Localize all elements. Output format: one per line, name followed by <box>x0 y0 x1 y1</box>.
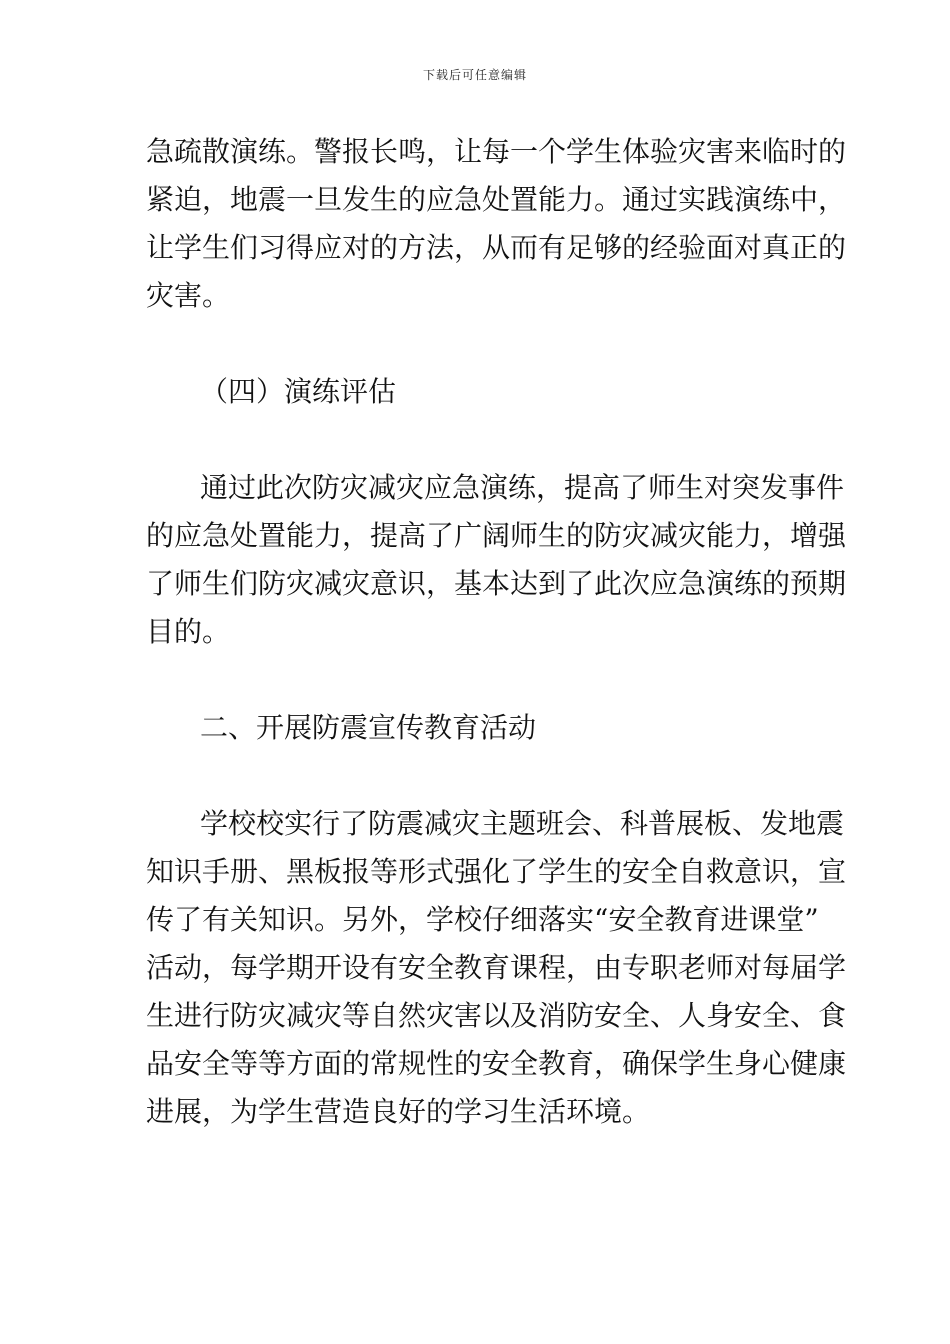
paragraph-line: 目的。 <box>146 615 231 648</box>
paragraph-gap <box>146 320 806 368</box>
paragraph-gap <box>146 752 806 800</box>
paragraph-line: 灾害。 <box>146 279 231 312</box>
paragraph-line: 品安全等等方面的常规性的安全教育，确保学生身心健康 <box>146 1047 847 1080</box>
section-heading-drill-evaluation: （四）演练评估 <box>200 375 397 408</box>
paragraph-gap <box>146 416 806 464</box>
paragraph-line: 学校校实行了防震减灾主题班会、科普展板、发地震 <box>200 807 845 840</box>
section-heading-earthquake-education: 二、开展防震宣传教育活动 <box>200 711 537 744</box>
paragraph-line: 传了有关知识。另外，学校仔细落实“安全教育进课堂” <box>146 903 819 936</box>
paragraph-line: 了师生们防灾减灾意识，基本达到了此次应急演练的预期 <box>146 567 847 600</box>
page-header: 下载后可任意编辑 <box>422 68 527 82</box>
paragraph-line: 通过此次防灾减灾应急演练，提高了师生对突发事件 <box>200 471 845 504</box>
paragraph-evaluation <box>146 464 847 656</box>
paragraph-line: 活动，每学期开设有安全教育课程，由专职老师对每届学 <box>146 951 847 984</box>
paragraph-line: 急疏散演练。警报长鸣，让每一个学生体验灾害来临时的 <box>146 135 847 168</box>
document-body <box>146 128 847 1136</box>
paragraph-education-activities <box>146 800 847 1136</box>
paragraph-line: 的应急处置能力，提高了广阔师生的防灾减灾能力，增强 <box>146 519 847 552</box>
paragraph-drill-continuation <box>146 128 847 320</box>
paragraph-line: 进展，为学生营造良好的学习生活环境。 <box>146 1095 651 1128</box>
paragraph-line: 紧迫，地震一旦发生的应急处置能力。通过实践演练中， <box>146 183 847 216</box>
paragraph-gap <box>146 656 806 704</box>
paragraph-line: 生进行防灾减灾等自然灾害以及消防安全、人身安全、食 <box>146 999 847 1032</box>
paragraph-line: 让学生们习得应对的方法，从而有足够的经验面对真正的 <box>146 231 847 264</box>
paragraph-line: 知识手册、黑板报等形式强化了学生的安全自救意识，宣 <box>146 855 847 888</box>
